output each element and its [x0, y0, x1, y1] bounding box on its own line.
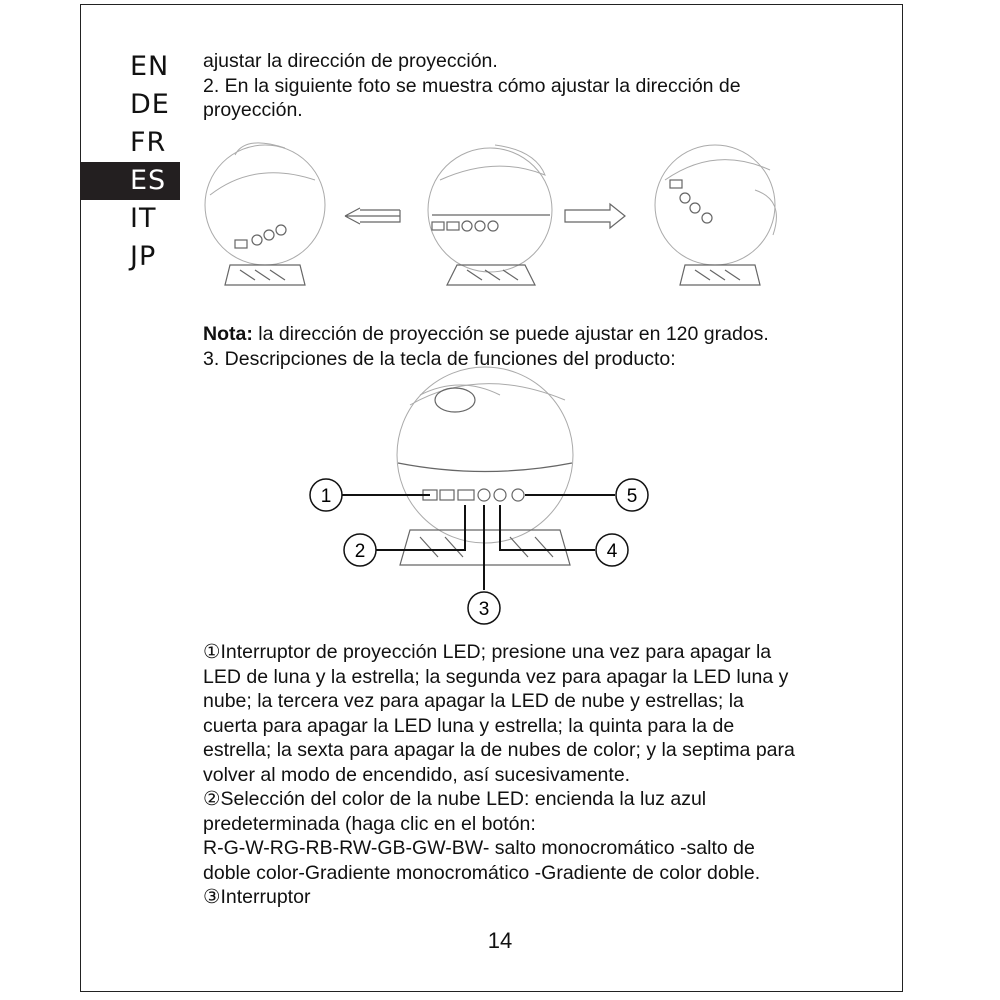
- callout-1: [310, 479, 342, 511]
- note-body: la dirección de proyección se puede ajustar en 120 grados.: [252, 323, 769, 345]
- lang-tab-jp[interactable]: JP: [130, 241, 157, 272]
- desc-2-line-2: predeterminada (haga clic en el botón:: [203, 812, 536, 835]
- intro-line-3: proyección.: [203, 99, 303, 121]
- callout-3: [468, 592, 500, 624]
- projector-center: [428, 145, 552, 285]
- svg-text:3: 3: [478, 599, 490, 620]
- lang-tab-it[interactable]: IT: [130, 203, 157, 234]
- callout-5: [616, 479, 648, 511]
- lang-tab-de[interactable]: DE: [130, 89, 170, 120]
- callout-2: [344, 534, 376, 566]
- lang-tab-fr[interactable]: FR: [130, 127, 167, 158]
- projection-direction-illustration: [195, 140, 795, 295]
- desc-2-line-3: R-G-W-RG-RB-RW-GB-GW-BW- salto monocromático -salto de: [203, 837, 755, 859]
- svg-text:5: 5: [626, 486, 638, 507]
- function-keys-diagram: [300, 365, 670, 630]
- note-line-2: 3. Descripciones de la tecla de funciones del producto:: [203, 347, 676, 370]
- intro-line-1: ajustar la dirección de proyección.: [203, 50, 498, 72]
- desc-1-line-1: ①Interruptor de proyección LED; presione una vez para apagar la: [203, 641, 772, 663]
- desc-1-line-5: estrella; la sexta para apagar la de nubes de color; y la septima para: [203, 739, 795, 761]
- svg-text:2: 2: [354, 541, 366, 562]
- intro-text: [203, 49, 863, 123]
- note-line-1: [203, 322, 863, 347]
- language-tabs: [80, 48, 180, 276]
- note-text: [203, 322, 863, 371]
- note-label: Nota:: [203, 323, 253, 345]
- page-number: 14: [487, 928, 513, 953]
- desc-1-line-6: volver al modo de encendido, así sucesivamente.: [203, 763, 631, 786]
- desc-1-line-2: LED de luna y la estrella; la segunda vez para apagar la LED luna y: [203, 665, 789, 688]
- arrow-right-icon: [565, 204, 625, 228]
- desc-2-line-4: doble color-Gradiente monocromático -Gradiente de color doble.: [203, 861, 761, 884]
- intro-line-2: 2. En la siguiente foto se muestra cómo ajustar la dirección de: [203, 74, 741, 97]
- projector-tilted-left: [205, 143, 325, 285]
- desc-2-line-1: ②Selección del color de la nube LED: encienda la luz azul: [203, 788, 707, 810]
- arrow-left-icon: [345, 208, 400, 224]
- lang-tab-en[interactable]: EN: [130, 51, 170, 82]
- svg-text:1: 1: [320, 486, 332, 507]
- desc-1-line-4: cuerta para apagar la LED luna y estrella; la quinta para la de: [203, 714, 735, 737]
- projector-tilted-right: [655, 145, 776, 285]
- desc-1-line-3: nube; la tercera vez para apagar la LED de nube y estrellas; la: [203, 690, 744, 712]
- function-descriptions: [203, 640, 863, 910]
- desc-3-line-1: ③Interruptor: [203, 886, 311, 908]
- svg-text:4: 4: [606, 541, 618, 562]
- callout-4: [596, 534, 628, 566]
- lang-tab-es[interactable]: ES: [80, 162, 180, 200]
